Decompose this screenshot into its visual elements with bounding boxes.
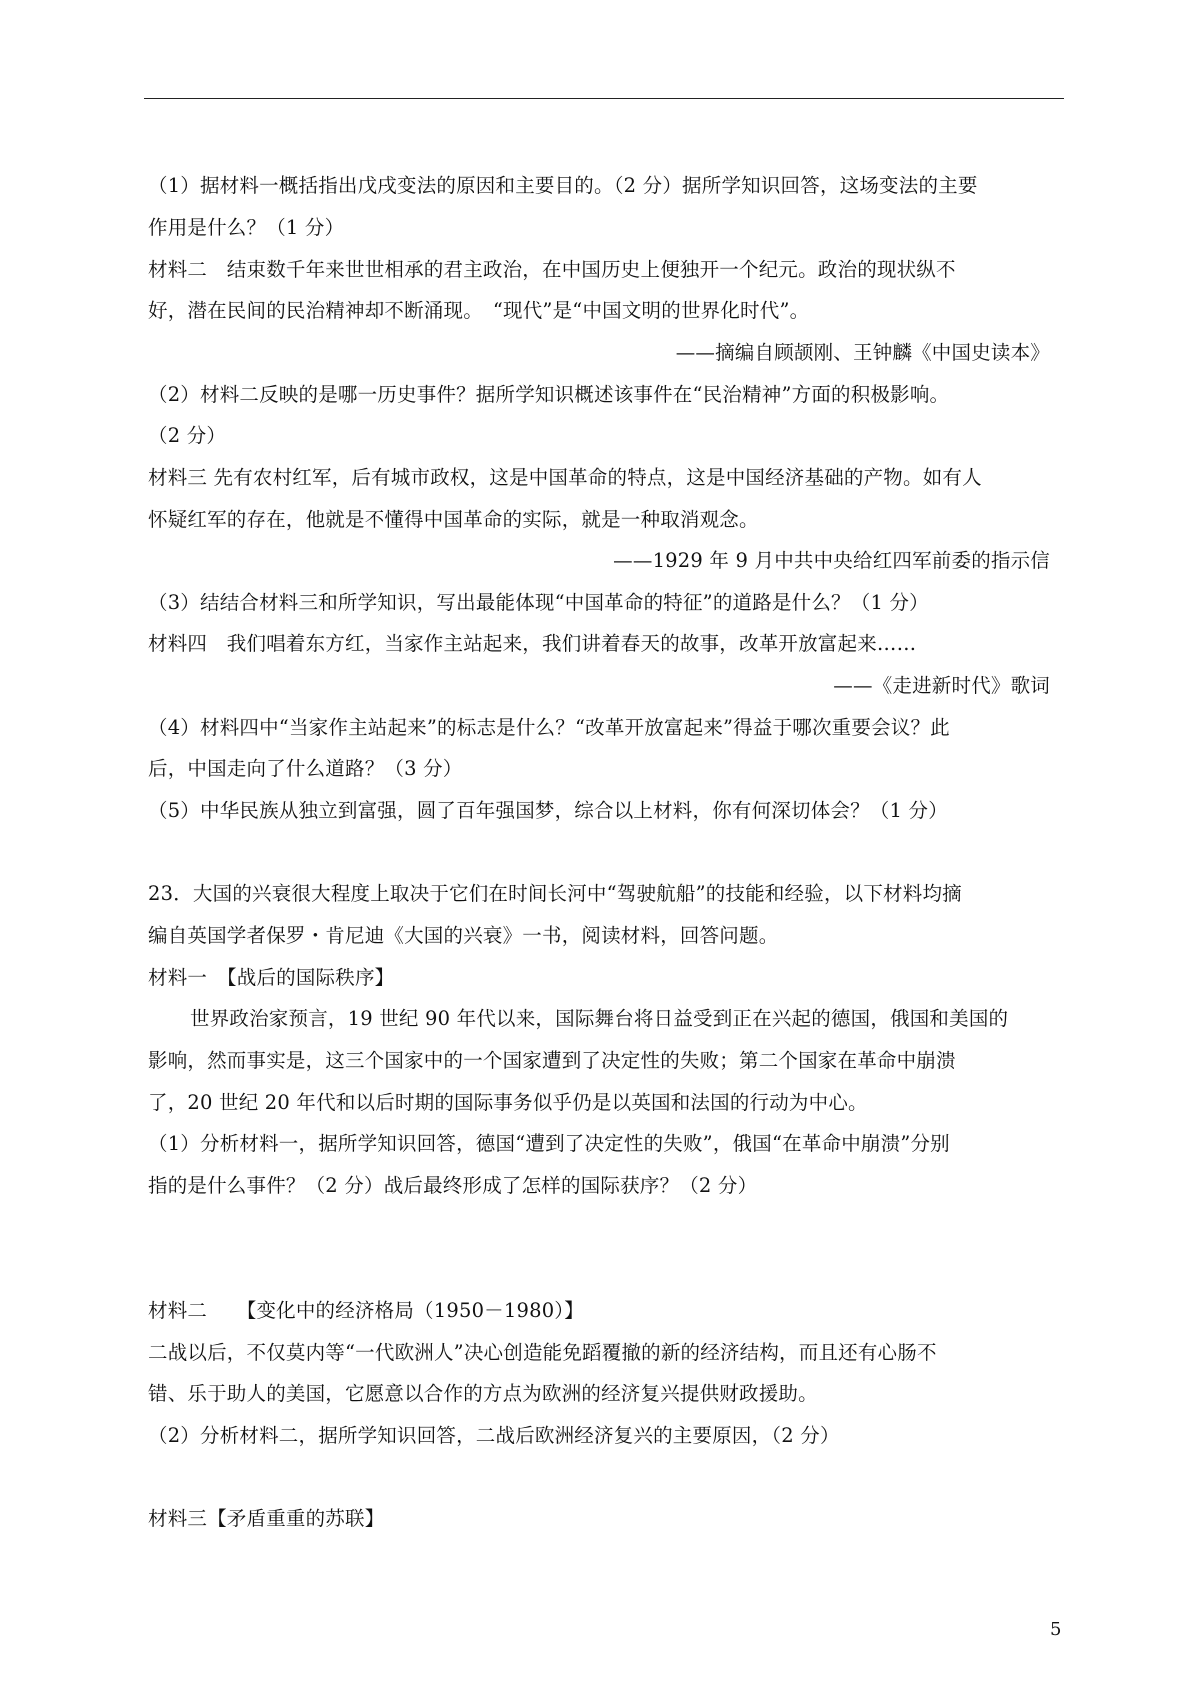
q23-material-2-line-1: 二战以后，不仅莫内等“一代欧洲人”决心创造能免蹈覆撤的新的经济结构，而且还有心肠不 — [148, 1341, 937, 1364]
q23-material-3-heading: 材料三【矛盾重重的苏联】 — [148, 1507, 385, 1530]
q23-material-1-line-3: 了，20 世纪 20 年代和以后时期的国际事务似乎仍是以英国和法国的行动为中心。 — [148, 1091, 868, 1114]
question-23-1-line-2: 指的是什么事件？（2 分）战后最终形成了怎样的国际获序？（2 分） — [148, 1174, 758, 1197]
material-2-source: ——摘编自顾颉刚、王钟麟《中国史读本》 — [675, 341, 1050, 364]
question-22-4-line-1: （4）材料四中“当家作主站起来”的标志是什么？“改革开放富起来”得益于哪次重要会议？此 — [148, 716, 950, 739]
material-4-source: ——《走进新时代》歌词 — [833, 674, 1050, 697]
question-23-1-line-1: （1）分析材料一，据所学知识回答，德国“遭到了决定性的失败”，俄国“在革命中崩溃”分别 — [148, 1132, 950, 1155]
material-3-line-1: 材料三 先有农村红军，后有城市政权，这是中国革命的特点，这是中国经济基础的产物。如有人 — [148, 466, 982, 489]
question-22-5: （5）中华民族从独立到富强，圆了百年强国梦，综合以上材料，你有何深切体会？（1 分） — [148, 799, 948, 822]
question-22-2-line-2: （2 分） — [148, 424, 227, 447]
question-23-intro-line-2: 编自英国学者保罗・肯尼迪《大国的兴衰》一书，阅读材料，回答问题。 — [148, 924, 779, 947]
question-22-1-line-2: 作用是什么？（1 分） — [148, 216, 345, 239]
q23-material-2-heading: 材料二 【变化中的经济格局（1950－1980）】 — [148, 1299, 584, 1322]
question-23-2: （2）分析材料二，据所学知识回答，二战后欧洲经济复兴的主要原因，（2 分） — [148, 1424, 840, 1447]
q23-material-1-heading: 材料一 【战后的国际秩序】 — [148, 966, 395, 989]
question-22-1-line-1: （1）据材料一概括指出戊戌变法的原因和主要目的。（2 分）据所学知识回答，这场变法的主要 — [148, 174, 978, 197]
q23-material-1-line-1: 世界政治家预言，19 世纪 90 年代以来，国际舞台将日益受到正在兴起的德国，俄国和美国的 — [190, 1007, 1009, 1030]
material-3-line-2: 怀疑红军的存在，他就是不懂得中国革命的实际，就是一种取消观念。 — [148, 508, 759, 531]
material-2-line-1: 材料二 结束数千年来世世相承的君主政治，在中国历史上便独开一个纪元。政治的现状纵不 — [148, 258, 956, 281]
header-rule — [144, 98, 1064, 99]
material-2-line-2: 好，潜在民间的民治精神却不断涌现。 “现代”是“中国文明的世界化时代”。 — [148, 299, 810, 322]
question-22-4-line-2: 后，中国走向了什么道路？（3 分） — [148, 757, 463, 780]
q23-material-2-line-2: 错、乐于助人的美国，它愿意以合作的方点为欧洲的经济复兴提供财政援助。 — [148, 1382, 818, 1405]
material-3-source: ——1929 年 9 月中共中央给红四军前委的指示信 — [613, 549, 1050, 572]
page-number: 5 — [1050, 1619, 1062, 1640]
question-22-2-line-1: （2）材料二反映的是哪一历史事件？据所学知识概述该事件在“民治精神”方面的积极影响。 — [148, 383, 950, 406]
material-4-line-1: 材料四 我们唱着东方红，当家作主站起来，我们讲着春天的故事，改革开放富起来…… — [148, 632, 917, 655]
q23-material-1-line-2: 影响，然而事实是，这三个国家中的一个国家遭到了决定性的失败；第二个国家在革命中崩溃 — [148, 1049, 956, 1072]
question-23-intro-line-1: 23．大国的兴衰很大程度上取决于它们在时间长河中“驾驶航船”的技能和经验，以下材料均摘 — [148, 882, 962, 905]
question-22-3: （3）结结合材料三和所学知识，写出最能体现“中国革命的特征”的道路是什么？（1 分） — [148, 591, 929, 614]
